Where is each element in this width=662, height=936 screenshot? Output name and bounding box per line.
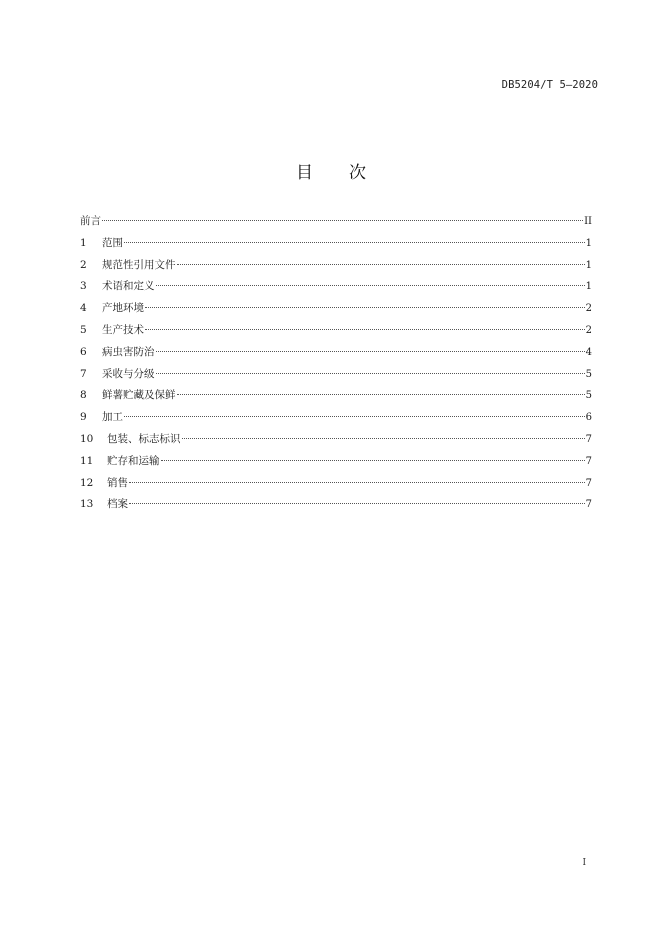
dot-leader — [102, 220, 583, 221]
dot-leader — [156, 285, 585, 286]
toc-entry-page: 4 — [585, 346, 592, 358]
toc-entry-page: 1 — [585, 281, 592, 293]
toc-entry-12[interactable] — [80, 473, 592, 495]
table-of-contents — [80, 211, 592, 516]
toc-entry-label: 病虫害防治 — [102, 345, 155, 358]
toc-entry-label: 前言 — [80, 215, 101, 227]
toc-entry-label: 贮存和运输 — [107, 454, 160, 467]
toc-entry-foreword[interactable] — [80, 211, 592, 233]
toc-entry-page: 2 — [585, 303, 592, 315]
toc-entry-number: 5 — [80, 323, 87, 336]
dot-leader — [177, 264, 585, 265]
toc-entry-page: 7 — [585, 455, 592, 467]
toc-entry-number: 1 — [80, 236, 87, 249]
toc-entry-number: 4 — [80, 302, 87, 315]
toc-entry-page: II — [584, 216, 592, 227]
dot-leader — [161, 460, 585, 461]
dot-leader — [156, 351, 585, 352]
toc-entry-label: 档案 — [107, 498, 128, 511]
dot-leader — [145, 307, 585, 308]
toc-entry-page: 1 — [585, 259, 592, 271]
toc-entry-7[interactable] — [80, 364, 592, 386]
toc-entry-6[interactable] — [80, 342, 592, 364]
dot-leader — [145, 329, 585, 330]
toc-entry-label: 生产技术 — [102, 323, 144, 336]
toc-entry-8[interactable] — [80, 385, 592, 407]
toc-entry-label: 包装、标志标识 — [107, 432, 181, 445]
toc-entry-4[interactable] — [80, 298, 592, 320]
toc-entry-number: 7 — [80, 367, 87, 380]
toc-entry-label: 加工 — [102, 411, 123, 424]
dot-leader — [124, 242, 585, 243]
dot-leader — [177, 394, 585, 395]
toc-entry-1[interactable] — [80, 233, 592, 255]
document-code: DB5204/T 5—2020 — [501, 79, 598, 91]
dot-leader — [182, 438, 585, 439]
toc-entry-page: 6 — [585, 412, 592, 424]
page-number: I — [582, 858, 586, 868]
toc-entry-page: 7 — [585, 499, 592, 511]
toc-entry-page: 1 — [585, 237, 592, 249]
toc-entry-label: 范围 — [102, 236, 123, 249]
toc-entry-page: 7 — [585, 477, 592, 489]
toc-entry-label: 销售 — [107, 476, 128, 489]
toc-entry-label: 产地环境 — [102, 302, 144, 315]
toc-entry-number: 12 — [80, 476, 94, 489]
toc-entry-label: 鲜薯贮藏及保鲜 — [102, 389, 176, 402]
toc-entry-2[interactable] — [80, 255, 592, 277]
toc-entry-number: 3 — [80, 280, 87, 293]
toc-entry-number: 11 — [80, 454, 94, 467]
toc-entry-number: 9 — [80, 411, 87, 424]
toc-entry-label: 采收与分级 — [102, 367, 155, 380]
dot-leader — [129, 482, 585, 483]
toc-entry-13[interactable] — [80, 494, 592, 516]
dot-leader — [156, 373, 585, 374]
toc-entry-number: 2 — [80, 258, 87, 271]
toc-entry-11[interactable] — [80, 451, 592, 473]
toc-entry-10[interactable] — [80, 429, 592, 451]
toc-entry-page: 2 — [585, 324, 592, 336]
toc-entry-label: 术语和定义 — [102, 280, 155, 293]
toc-entry-number: 8 — [80, 389, 87, 402]
toc-entry-number: 10 — [80, 432, 94, 445]
toc-entry-number: 13 — [80, 498, 94, 511]
toc-entry-9[interactable] — [80, 407, 592, 429]
toc-entry-5[interactable] — [80, 320, 592, 342]
toc-entry-page: 5 — [585, 390, 592, 402]
toc-entry-number: 6 — [80, 345, 87, 358]
toc-entry-page: 7 — [585, 433, 592, 445]
toc-entry-label: 规范性引用文件 — [102, 258, 176, 271]
dot-leader — [124, 416, 585, 417]
toc-entry-page: 5 — [585, 368, 592, 380]
dot-leader — [129, 503, 585, 504]
toc-title: 目次 — [296, 163, 402, 183]
toc-entry-3[interactable] — [80, 276, 592, 298]
